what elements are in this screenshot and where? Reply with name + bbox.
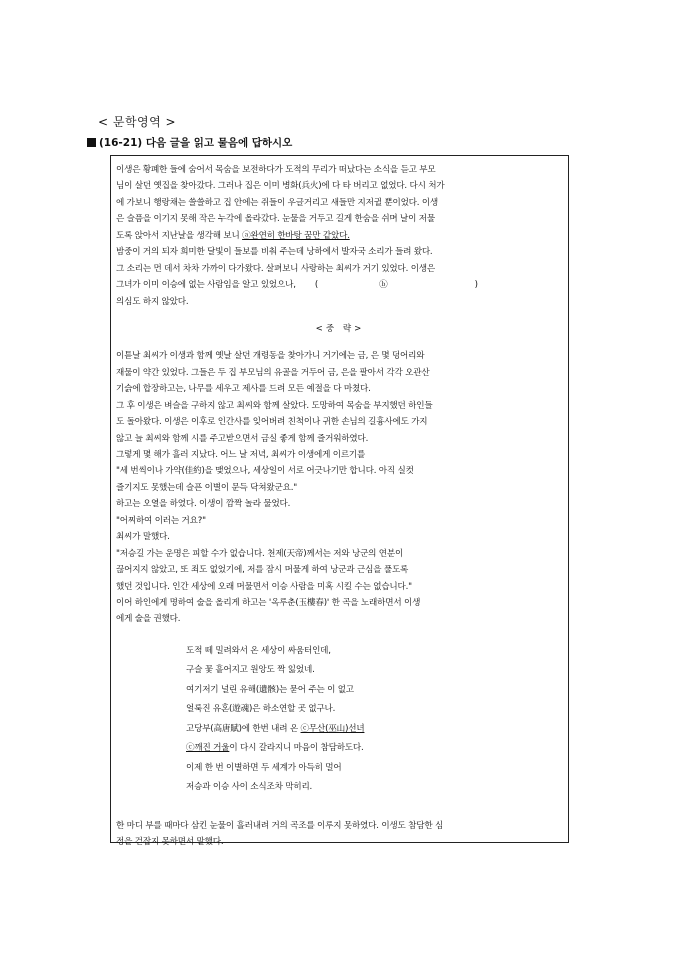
passage-line [116, 244, 564, 260]
passage-line [116, 381, 564, 397]
passage-line [116, 529, 564, 545]
black-square-icon [87, 138, 96, 147]
passage-line [116, 277, 564, 293]
poem-text: 이 다시 갈라지니 마음이 참담하도다. [229, 743, 364, 754]
passage-line [116, 398, 564, 414]
passage-text: 하고는 오열을 하였다. 이생이 깜짝 놀라 물었다. [116, 499, 291, 510]
passage-text: 이튿날 최씨가 이생과 함께 옛날 살던 개령동을 찾아가니 거기에는 금, 은 몇 덩어리와 [116, 351, 425, 362]
poem-text: 저승과 이승 사이 소식조차 막히리. [186, 782, 313, 793]
passage-text: 에 가보니 행랑채는 쓸쓸하고 집 안에는 쥐들이 우글거리고 새들만 지저귈 뿐이었다. 이생 [116, 197, 439, 208]
passage-line [116, 818, 564, 834]
omission-mark: <중 략> [315, 323, 365, 334]
passage-text: 그렇게 몇 해가 흘러 지났다. 어느 날 저녁, 최씨가 이생에게 이르기를 [116, 450, 366, 461]
passage-line [116, 546, 564, 562]
passage-line [116, 211, 564, 227]
underlined-phrase-c: ⓒ깨진 거울 [186, 743, 230, 754]
passage-box [110, 155, 569, 848]
passage-text: 이어 하인에게 명하여 술을 올리게 하고는 '옥루춘(玉樓春)' 한 곡을 노래하면서 이생 [116, 597, 421, 608]
question-instruction [87, 135, 292, 150]
passage-text: 기슭에 합장하고는, 나무를 세우고 제사를 드려 모든 예절을 다 마쳤다. [116, 384, 371, 395]
passage-line [116, 261, 564, 277]
poem-line [186, 681, 564, 701]
passage-line [116, 496, 564, 512]
passage-line [116, 414, 564, 430]
poem-line [186, 700, 564, 720]
passage-text: 에게 술을 권했다. [116, 614, 181, 625]
passage-text: 끊어지지 않았고, 또 죄도 없었기에, 저를 잠시 머물게 하여 낭군과 근심을 풀도록 [116, 565, 409, 576]
passage-line [116, 365, 564, 381]
blank-close-paren: ) [474, 280, 478, 291]
passage-text: 그 소리는 먼 데서 차차 가까이 다가왔다. 살펴보니 사랑하는 최씨가 거기 있었다. 이생은 [116, 263, 436, 274]
passage-line [116, 447, 564, 463]
passage-line [116, 195, 564, 211]
poem-line [186, 720, 564, 740]
underlined-phrase-b: ⓒ무산(巫山)선녀 [300, 723, 365, 734]
passage-text: "어찌하여 이러는 거요?" [116, 515, 206, 526]
passage-text: 최씨가 말했다. [116, 532, 170, 543]
poem-line [186, 642, 564, 662]
passage-text: "저승길 가는 운명은 피할 수가 없습니다. 천제(天帝)께서는 저와 낭군의 연분이 [116, 548, 404, 559]
passage-text: 즐기지도 못했는데 슬픈 이별이 문득 닥쳐왔군요." [116, 482, 297, 493]
poem-text: 고당부(高唐賦)에 한번 내려 온 [186, 723, 301, 734]
passage-line [116, 162, 564, 178]
passage-line [116, 595, 564, 611]
passage-line [116, 562, 564, 578]
passage-text: "세 번씩이나 가약(佳約)을 맺었으나, 세상일이 서로 어긋나기만 합니다. 아직 실컷 [116, 466, 414, 477]
passage-text: 도 돌아왔다. 이생은 이후로 인간사를 잊어버려 친척이나 귀한 손님의 길흉사에도 가지 [116, 417, 428, 428]
passage-line [116, 431, 564, 447]
passage-text: 그 후 이생은 벼슬을 구하지 않고 최씨와 함께 살았다. 도망하여 목숨을 부지했던 하인들 [116, 400, 433, 411]
passage-text: 님이 살던 옛집을 찾아갔다. 그러나 집은 이미 병화(兵火)에 다 타 버리고 없었다. 다시 처가 [116, 181, 445, 192]
passage-line [116, 348, 564, 364]
poem-line [186, 661, 564, 681]
poem-text: 이제 한 번 이별하면 두 세계가 아득히 멀어 [186, 762, 342, 773]
passage-line [116, 178, 564, 194]
underlined-phrase-a: ⓐ완연히 한바탕 꿈만 같았다. [242, 230, 350, 241]
passage-line [116, 294, 564, 310]
blank-open-paren: ( [314, 280, 319, 291]
passage-line [116, 463, 564, 479]
poem-line [186, 759, 564, 779]
passage-text: 의심도 하지 않았다. [116, 296, 189, 307]
passage-line [116, 611, 564, 627]
poem-text: 얼룩진 유혼(遊魂)은 하소연할 곳 없구나. [186, 704, 336, 715]
question-text: (16-21) 다음 글을 읽고 물음에 답하시오 [99, 137, 293, 149]
passage-line [116, 513, 564, 529]
poem-text: 도적 떼 밀려와서 온 세상이 싸움터인데, [186, 645, 331, 656]
passage-line [116, 579, 564, 595]
poem-block [116, 642, 564, 798]
passage-text: 않고 늘 최씨와 함께 시를 주고받으면서 금실 좋게 함께 즐거워하였다. [116, 433, 369, 444]
passage-line [116, 228, 564, 244]
passage-line [116, 834, 564, 850]
passage-text: 도록 앉아서 지난날을 생각해 보니 [116, 230, 243, 241]
poem-line [186, 739, 564, 759]
poem-line [186, 778, 564, 798]
poem-text: 여기저기 널린 유해(遺骸)는 묻어 주는 이 없고 [186, 684, 354, 695]
blank-marker-b: ⓑ [379, 280, 388, 291]
passage-text: 그녀가 이미 이승에 없는 사람임을 알고 있었으나, [116, 280, 296, 291]
passage-text: 이생은 황폐한 들에 숨어서 목숨을 보전하다가 도적의 무리가 떠났다는 소식을 듣고 부모 [116, 165, 436, 175]
passage-text: 재물이 약간 있었다. 그들은 두 집 부모님의 유골을 거두어 금, 은을 팔아서 각각 오관산 [116, 367, 430, 378]
poem-text: 구슬 꽃 흩어지고 원앙도 짝 잃었네. [186, 665, 315, 676]
passage-text: 밤중이 거의 되자 희미한 달빛이 들보를 비춰 주는데 낭하에서 발자국 소리가 들려 왔다. [116, 247, 433, 258]
passage-text: 정을 걷잡지 못하면서 말했다. [116, 837, 224, 848]
passage-text: 은 슬픔을 이기지 못해 작은 누각에 올라갔다. 눈물을 거두고 길게 한숨을 쉬며 날이 저물 [116, 214, 436, 225]
passage-text: 한 마디 부를 때마다 삼킨 눈물이 흘러내려 거의 곡조를 이루지 못하였다. 이생도 참담한 심 [116, 820, 444, 831]
passage-line [116, 480, 564, 496]
passage-text: 했던 것입니다. 인간 세상에 오래 머물면서 이승 사람을 미혹 시킬 수는 없습니다." [116, 581, 412, 592]
section-title: < 문학영역 > [98, 115, 177, 129]
